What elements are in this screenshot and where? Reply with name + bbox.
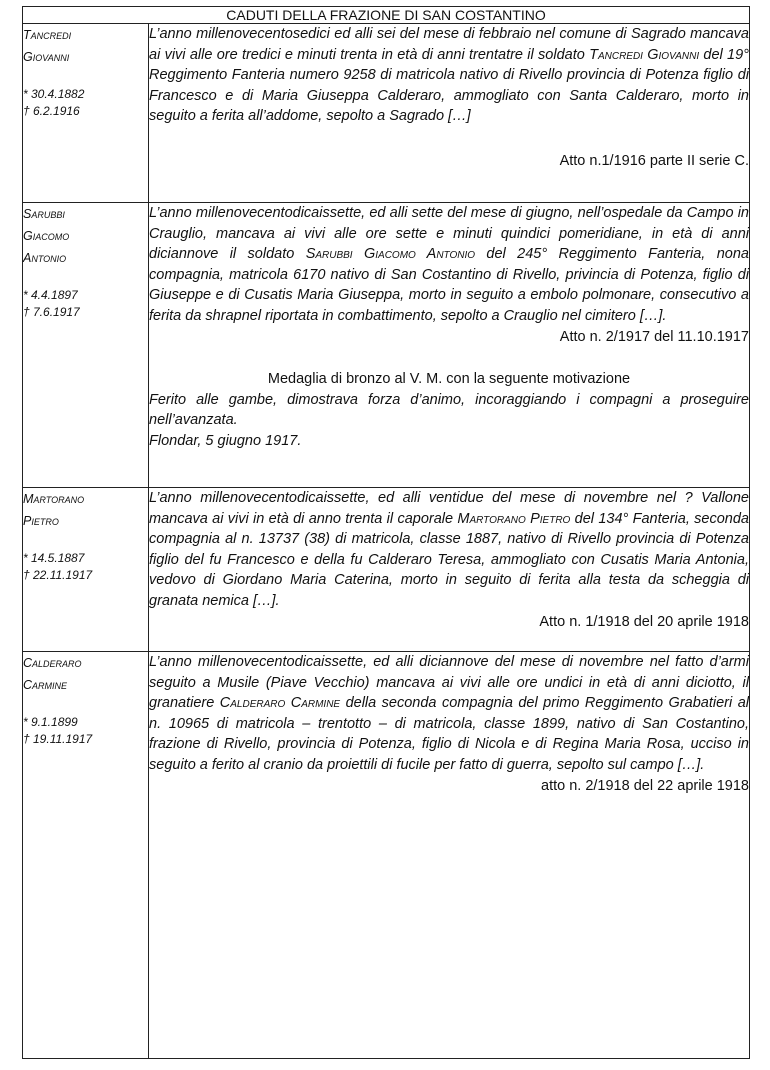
death-record-text	[149, 488, 749, 612]
birth-date: * 30.4.1882	[23, 87, 85, 101]
table-title: CADUTI DELLA FRAZIONE DI SAN COSTANTINO	[23, 7, 750, 24]
record-text-part: del 245° Reggimento Fanteria, nona compagnia, matricola 6170 nativo di San Costantino di Rivello, privincia di Potenza, figlio di Giuseppe e di Cusatis Maria Giuseppa, morto in seguito a embolo polmonare, consecutivo a ferita da shrapnel riportata in combattimento, sepolto a Crauglio nel cimitero […].	[149, 246, 749, 324]
record-soldier-name: Martorano Pietro	[457, 510, 571, 527]
soldier-dates	[23, 86, 148, 120]
table-row	[23, 203, 750, 488]
death-record-cell	[149, 203, 750, 488]
soldier-dates	[23, 287, 148, 321]
death-record-text	[149, 652, 749, 776]
record-text-part: L’anno millenovecentodicaissette, ed alli diciannove del mese di novembre nel fatto d’armi seguito a Musile (Piave Vecchio) mancava ai vivi alle ore undici in età di anni diciotto, il granatiere	[149, 654, 749, 712]
death-record-cell	[149, 652, 750, 1059]
soldier-surname: Tancredi	[23, 28, 72, 42]
birth-date: * 14.5.1887	[23, 551, 85, 565]
record-reference: atto n. 2/1918 del 22 aprile 1918	[541, 777, 749, 794]
death-date: † 19.11.1917	[23, 732, 93, 746]
record-text-part: del 19° Reggimento Fanteria numero 9258 di matricola nativo di Rivello provincia di Potenza figlio di Francesco e di Maria Giuseppa Calderaro, ammogliato con Santa Calderaro, morto in seguito a ferita all’addome, sepolto a Sagrado […]	[149, 46, 749, 125]
soldier-surname: Martorano	[23, 492, 85, 506]
soldier-given-name: Giovanni	[23, 50, 70, 64]
table-row	[23, 652, 750, 1059]
death-record-text	[149, 24, 749, 127]
soldier-surname: Sarubbi	[23, 207, 65, 221]
death-date: † 22.11.1917	[23, 568, 93, 582]
soldier-given-name: Pietro	[23, 514, 59, 528]
fallen-soldiers-table	[22, 6, 750, 1059]
record-reference: Atto n. 2/1917 del 11.10.1917	[559, 328, 749, 345]
table-row	[23, 488, 750, 652]
medal-motivation: Ferito alle gambe, dimostrava forza d’animo, incoraggiando i compagni a proseguire nell’avanzata.	[149, 391, 749, 429]
soldier-dates	[23, 714, 148, 748]
medal-title: Medaglia di bronzo al V. M. con la seguente motivazione	[267, 371, 631, 388]
record-reference: Atto n. 1/1918 del 20 aprile 1918	[539, 613, 749, 630]
birth-date: * 9.1.1899	[23, 715, 78, 729]
record-reference: Atto n.1/1916 parte II serie C.	[559, 152, 749, 169]
death-date: † 7.6.1917	[23, 305, 80, 319]
record-soldier-name: Sarubbi Giacomo Antonio	[305, 246, 476, 263]
death-record-text	[149, 203, 749, 327]
record-text-part: L’anno millenovecentosedici ed alli sei del mese di febbraio nel comune di Sagrado mancava ai vivi alle ore tredici e minuti trenta in età di anni trentatre il soldato	[149, 26, 749, 63]
death-record-cell	[149, 24, 750, 203]
soldier-name-cell	[23, 652, 149, 1059]
record-text-part: della seconda compagnia del primo Reggimento Grabatieri al n. 10965 di matricola – trentotto – di matricola, classe 1899, nativo di San Costantino, frazione di Rivello, provincia di Potenza, figlio di Nicola e di Regina Maria Rosa, ucciso in seguito a ferito al cranio da proiettili di fucile per fatto di guerra, sepolto sul campo […].	[149, 695, 749, 773]
soldier-dates	[23, 550, 148, 584]
birth-date: * 4.4.1897	[23, 288, 78, 302]
soldier-name-cell	[23, 488, 149, 652]
death-date: † 6.2.1916	[23, 104, 80, 118]
record-text-part: L’anno millenovecentodicaissette, ed alli sette del mese di giugno, nell’ospedale da Campo in Crauglio, mancava ai vivi alle ore sette e minuti quindici pomeridiane, in età di anni diciannove il soldato	[149, 205, 749, 263]
table-header-row	[23, 7, 750, 24]
soldier-given-name: Giacomo	[23, 229, 70, 243]
table-row	[23, 24, 750, 203]
soldier-name-cell	[23, 24, 149, 203]
soldier-given-name: Carmine	[23, 678, 68, 692]
record-text-part: L’anno millenovecentodicaissette, ed alli ventidue del mese di novembre nel ? Vallone mancava ai vivi in età di anno trenta il caporale	[149, 490, 749, 527]
record-text-part: del 134° Fanteria, seconda compagnia al n. 13737 (38) di matricola, classe 1887, nativo di Rivello provincia di Potenza figlio del fu Francesco e della fu Calderaro Teresa, ammogliato con Cusatis Maria Antonia, vedovo di Giordano Maria Caterina, morto in seguito di ferita alla testa da scheggia di granata nemica […].	[149, 510, 749, 609]
soldier-name-cell	[23, 203, 149, 488]
soldier-given-name: Antonio	[23, 251, 67, 265]
soldier-surname: Calderaro	[23, 656, 82, 670]
medal-motivation-place: Flondar, 5 giugno 1917.	[149, 432, 302, 449]
death-record-cell	[149, 488, 750, 652]
record-soldier-name: Tancredi Giovanni	[589, 46, 700, 63]
record-soldier-name: Calderaro Carmine	[219, 695, 341, 712]
